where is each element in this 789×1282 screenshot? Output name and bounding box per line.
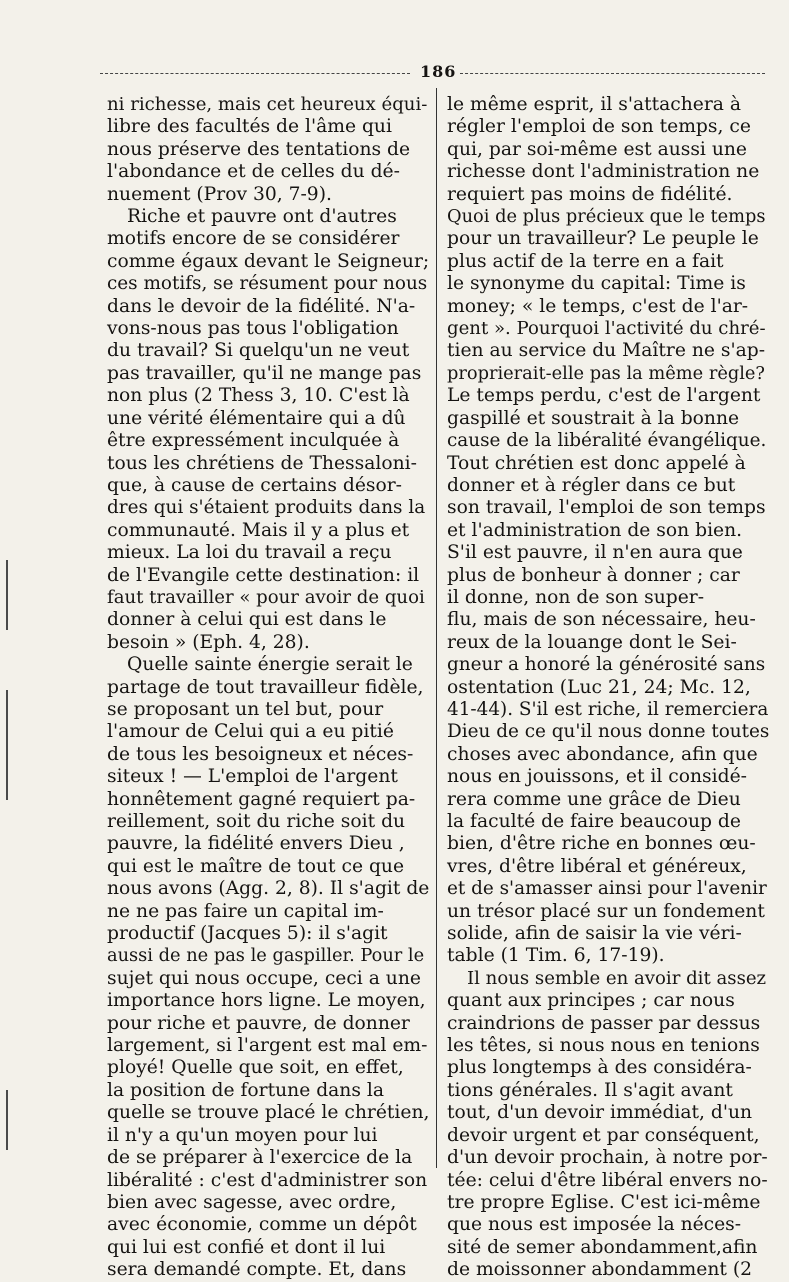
text-line: la faculté de faire beaucoup de bbox=[447, 811, 741, 832]
margin-mark bbox=[6, 1090, 8, 1150]
text-line: gaspillé et soustrait à la bonne bbox=[447, 407, 740, 429]
text-line: nuement (Prov 30, 7-9). bbox=[107, 183, 332, 205]
text-line: vons-nous pas tous l'obligation bbox=[107, 318, 399, 340]
text-line: largement, si l'argent est mal em- bbox=[107, 1035, 428, 1057]
page-header bbox=[100, 62, 765, 82]
text-line: son travail, l'emploi de son temps bbox=[447, 497, 766, 519]
text-line: tien au service du Maître ne s'ap- bbox=[447, 340, 766, 362]
text-line: money; « le temps, c'est de l'ar- bbox=[447, 295, 749, 317]
text-line: pour un travailleur? Le peuple le bbox=[447, 228, 759, 250]
text-line: honnêtement gagné requiert pa- bbox=[107, 788, 416, 810]
text-line: l'abondance et de celles du dé- bbox=[107, 161, 400, 183]
text-line: partage de tout travailleur fidèle, bbox=[107, 676, 424, 698]
right-column bbox=[447, 94, 769, 1282]
text-line: de l'Evangile cette destination: il bbox=[107, 564, 420, 586]
text-line: tions générales. Il s'agit avant bbox=[447, 1079, 733, 1101]
text-line: se proposant un tel but, pour bbox=[107, 698, 384, 720]
text-line: qui est le maître de tout ce que bbox=[107, 855, 405, 877]
text-line: que, à cause de certains désor- bbox=[107, 474, 402, 496]
text-line: de se préparer à l'exercice de la bbox=[107, 1147, 413, 1169]
text-line: et l'administration de son bien. bbox=[447, 519, 743, 541]
text-line: besoin » (Eph. 4, 28). bbox=[107, 631, 310, 653]
text-line: et de s'amasser ainsi pour l'avenir bbox=[447, 878, 767, 900]
text-line: reux de la louange dont le Sei- bbox=[447, 631, 737, 653]
text-line: la position de fortune dans la bbox=[107, 1079, 384, 1101]
text-line: solide, afin de saisir la vie véri- bbox=[447, 923, 742, 945]
text-line: de tous les besoigneux et néces- bbox=[107, 743, 414, 765]
text-line: donner à celui qui est dans le bbox=[107, 609, 387, 631]
text-line: il n'y a qu'un moyen pour lui bbox=[107, 1124, 378, 1146]
text-line: dans le devoir de la fidélité. N'a- bbox=[107, 295, 416, 317]
text-line: libéralité : c'est d'administrer son bbox=[107, 1169, 428, 1191]
header-rule-left bbox=[100, 73, 410, 74]
text-line: 41-44). S'il est riche, il remerciera bbox=[447, 698, 769, 720]
text-line: les têtes, si nous nous en tenions bbox=[447, 1035, 760, 1057]
text-line: devoir urgent et par conséquent, bbox=[447, 1124, 760, 1146]
text-line: nous en jouissons, et il considé- bbox=[447, 766, 747, 788]
text-line: siteux ! — L'emploi de l'argent bbox=[107, 766, 398, 788]
text-line: S'il est pauvre, il n'en aura que bbox=[447, 542, 743, 564]
column-divider bbox=[436, 88, 437, 1168]
text-line: l'amour de Celui qui a eu pitié bbox=[107, 721, 394, 743]
text-line: ostentation (Luc 21, 24; Mc. 12, bbox=[447, 676, 751, 698]
text-line: Riche et pauvre ont d'autres bbox=[127, 206, 397, 228]
text-line: comme égaux devant le Seigneur; bbox=[107, 250, 430, 272]
text-line: du travail? Si quelqu'un ne veut bbox=[107, 340, 410, 362]
text-line: le synonyme du capital: Time is bbox=[447, 273, 746, 295]
page-number: 186 bbox=[420, 62, 457, 81]
margin-mark bbox=[6, 690, 8, 800]
text-line: rera comme une grâce de Dieu bbox=[447, 788, 741, 810]
margin-mark bbox=[6, 560, 8, 630]
text-line: être expressément inculquée à bbox=[107, 430, 400, 452]
text-line: quelle se trouve placé le chrétien, bbox=[107, 1102, 430, 1124]
text-line: requiert pas moins de fidélité. bbox=[447, 183, 733, 205]
text-line: ces motifs, se résument pour nous bbox=[107, 273, 428, 295]
text-line: tre propre Eglise. C'est ici-même bbox=[447, 1191, 761, 1213]
text-line: vres, d'être libéral et généreux, bbox=[447, 855, 747, 877]
text-line: flu, mais de son nécessaire, heu- bbox=[447, 609, 756, 631]
text-line: pour riche et pauvre, de donner bbox=[107, 1012, 410, 1034]
text-line: gent ». Pourquoi l'activité du chré- bbox=[447, 318, 766, 340]
text-line: avec économie, comme un dépôt bbox=[107, 1214, 417, 1236]
text-line: que nous est imposée la néces- bbox=[447, 1214, 742, 1236]
text-line: bien, d'être riche en bonnes œu- bbox=[447, 833, 756, 855]
text-line: sujet qui nous occupe, ceci a une bbox=[107, 967, 421, 989]
text-line: sité de semer abondamment,afin bbox=[447, 1236, 758, 1258]
text-line: proprierait-elle pas la même règle? bbox=[447, 362, 765, 384]
text-line: Quelle sainte énergie serait le bbox=[127, 654, 413, 676]
text-line: reillement, soit du riche soit du bbox=[107, 811, 406, 832]
text-line: non plus (2 Thess 3, 10. C'est là bbox=[107, 385, 410, 407]
text-line: donner et à régler dans ce but bbox=[447, 474, 736, 496]
text-line: dres qui s'étaient produits dans la bbox=[107, 497, 426, 519]
text-line: sera demandé compte. Et, dans bbox=[107, 1259, 407, 1281]
text-line: il donne, non de son super- bbox=[447, 586, 705, 608]
text-line: qui lui est confié et dont il lui bbox=[107, 1236, 386, 1258]
text-line: un trésor placé sur un fondement bbox=[447, 900, 765, 922]
text-line: cause de la libéralité évangélique. bbox=[447, 430, 767, 452]
text-line: bien avec sagesse, avec ordre, bbox=[107, 1191, 397, 1213]
text-line: gneur a honoré la générosité sans bbox=[447, 654, 766, 676]
text-line: Tout chrétien est donc appelé à bbox=[447, 452, 746, 474]
text-line: table (1 Tim. 6, 17-19). bbox=[447, 945, 665, 967]
text-line: aussi de ne pas le gaspiller. Pour le bbox=[107, 945, 425, 967]
text-line: libre des facultés de l'âme qui bbox=[107, 116, 392, 138]
text-line: productif (Jacques 5): il s'agit bbox=[107, 923, 388, 945]
text-line: Quoi de plus précieux que le temps bbox=[447, 206, 766, 228]
text-line: tée: celui d'être libéral envers no- bbox=[447, 1169, 768, 1191]
text-line: richesse dont l'administration ne bbox=[447, 161, 760, 183]
text-line: d'un devoir prochain, à notre por- bbox=[447, 1147, 768, 1169]
text-line: faut travailler « pour avoir de quoi bbox=[107, 586, 425, 608]
text-line: plus longtemps à des considéra- bbox=[447, 1057, 752, 1079]
text-line: nous avons (Agg. 2, 8). Il s'agit de bbox=[107, 878, 430, 900]
text-line: quant aux principes ; car nous bbox=[447, 990, 735, 1012]
text-line: pas travailler, qu'il ne mange pas bbox=[107, 362, 422, 384]
text-line: ployé! Quelle que soit, en effet, bbox=[107, 1057, 404, 1079]
left-column bbox=[107, 94, 429, 1282]
text-line: Le temps perdu, c'est de l'argent bbox=[447, 385, 761, 407]
text-line: motifs encore de se considérer bbox=[107, 228, 400, 250]
text-line: tout, d'un devoir immédiat, d'un bbox=[447, 1102, 753, 1124]
text-line: plus de bonheur à donner ; car bbox=[447, 564, 740, 586]
text-line: Il nous semble en avoir dit assez bbox=[467, 967, 767, 989]
text-line: de moissonner abondamment (2 bbox=[447, 1259, 753, 1281]
text-line: ni richesse, mais cet heureux équi- bbox=[107, 94, 428, 115]
text-line: qui, par soi-même est aussi une bbox=[447, 138, 747, 160]
header-rule-right bbox=[460, 73, 765, 74]
text-line: mieux. La loi du travail a reçu bbox=[107, 542, 392, 564]
text-line: le même esprit, il s'attachera à bbox=[447, 94, 742, 115]
text-line: craindrions de passer par dessus bbox=[447, 1012, 761, 1034]
text-line: Dieu de ce qu'il nous donne toutes bbox=[447, 721, 770, 743]
text-line: choses avec abondance, afin que bbox=[447, 743, 758, 765]
text-line: importance hors ligne. Le moyen, bbox=[107, 990, 426, 1012]
text-line: plus actif de la terre en a fait bbox=[447, 250, 724, 272]
text-line: communauté. Mais il y a plus et bbox=[107, 519, 410, 541]
text-line: ne ne pas faire un capital im- bbox=[107, 900, 384, 922]
text-line: nous préserve des tentations de bbox=[107, 138, 411, 160]
text-line: une vérité élémentaire qui a dû bbox=[107, 407, 406, 429]
text-line: tous les chrétiens de Thessaloni- bbox=[107, 452, 417, 474]
text-line: pauvre, la fidélité envers Dieu , bbox=[107, 833, 405, 855]
text-line: régler l'emploi de son temps, ce bbox=[447, 116, 751, 138]
